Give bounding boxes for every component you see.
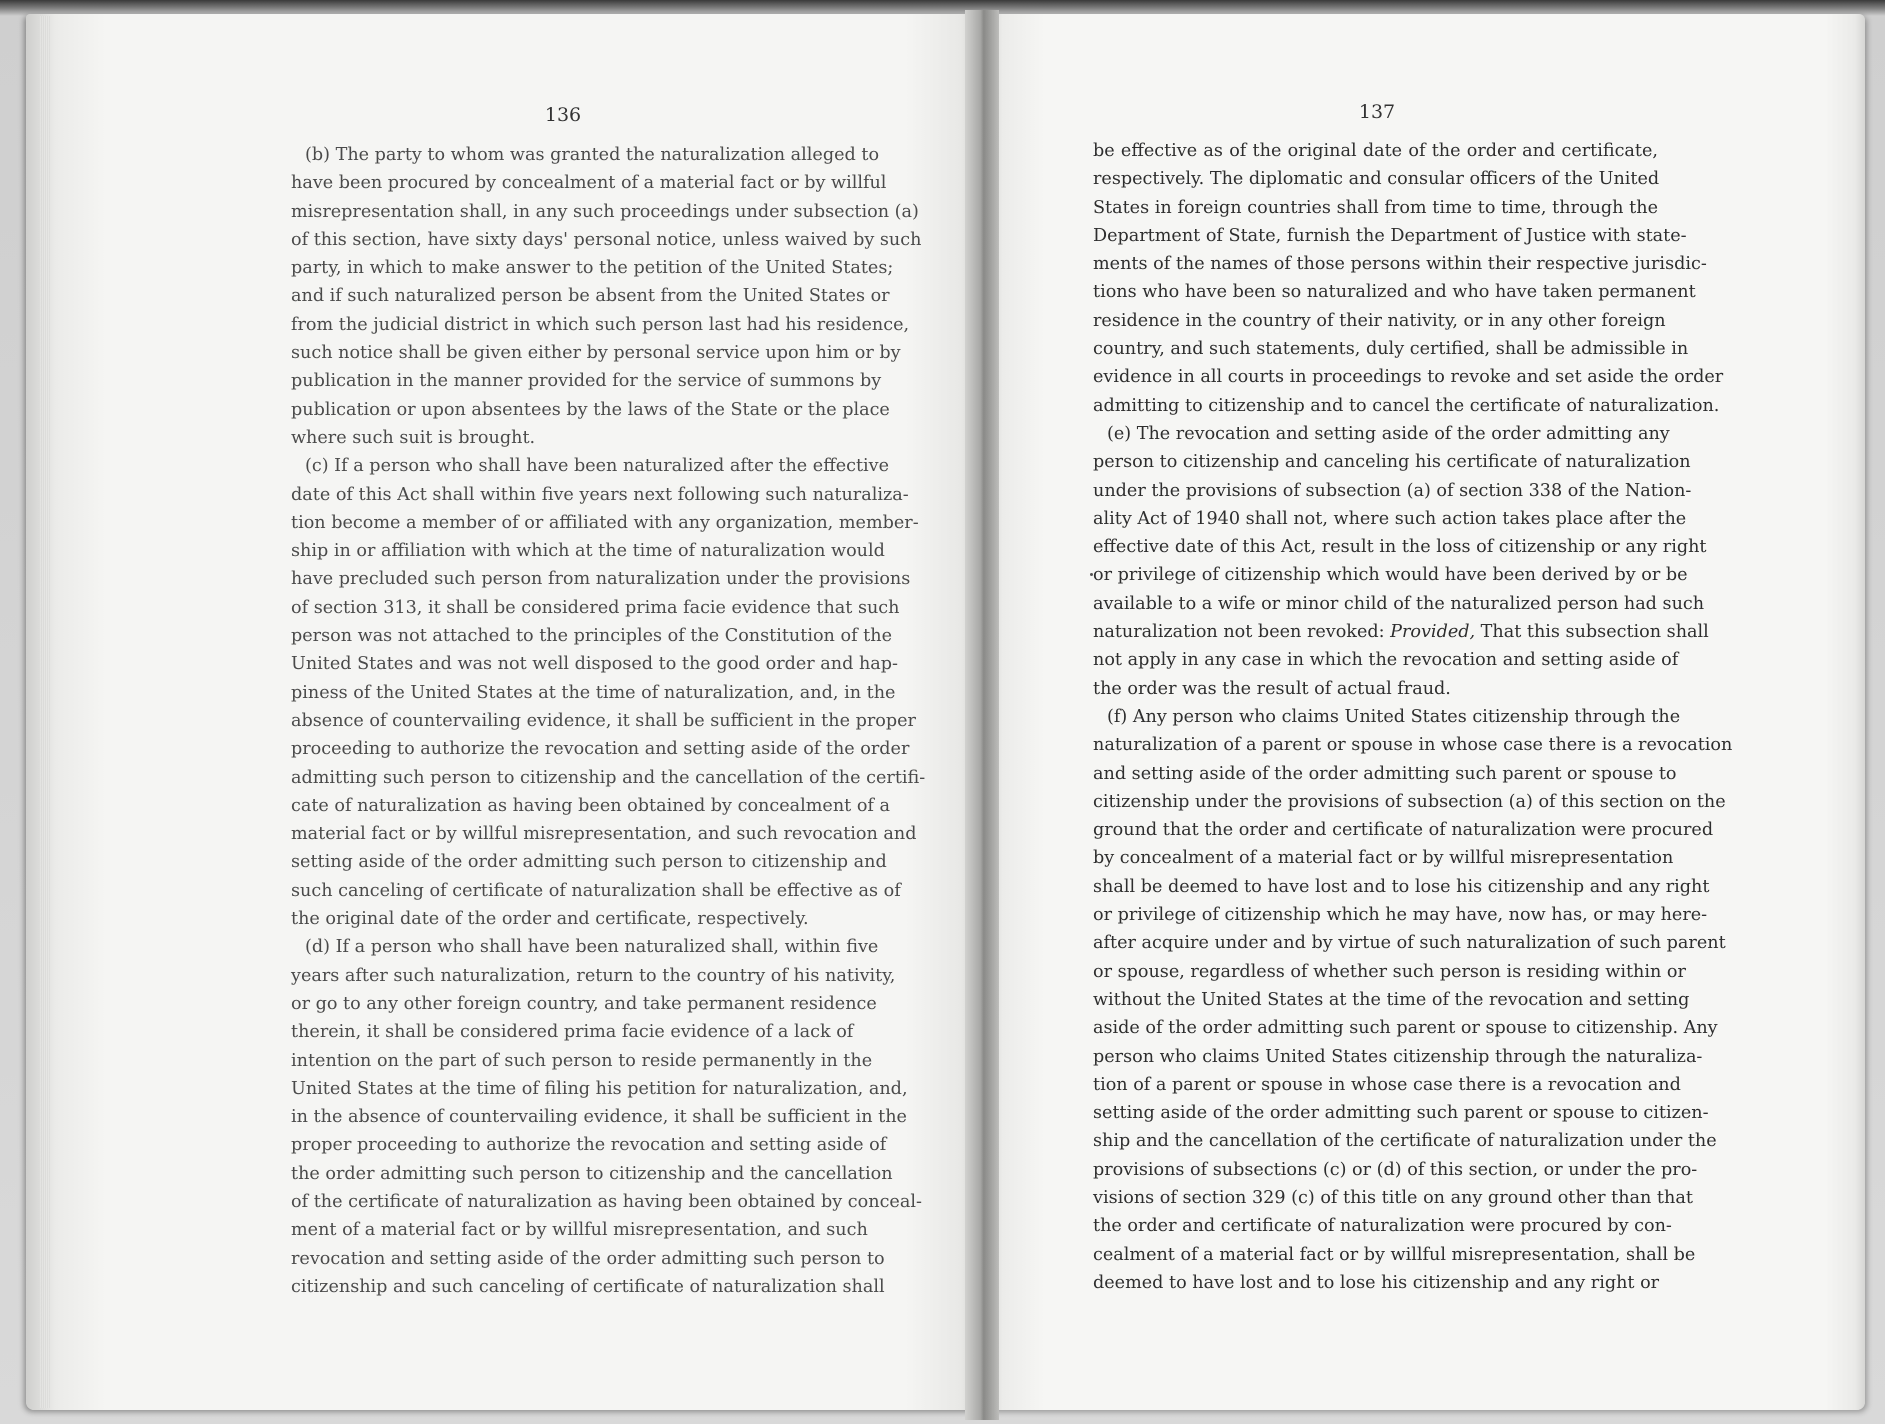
text-line: have been procured by concealment of a material fact or by willful (291, 173, 887, 194)
text-line: country, and such statements, duly certified, shall be admissible in (1093, 339, 1689, 360)
text-line: of the certificate of naturalization as having been obtained by conceal- (291, 1191, 922, 1212)
text-line: piness of the United States at the time of naturalization, and, in the (291, 682, 896, 703)
text-line: States in foreign countries shall from time to time, through the (1093, 197, 1658, 218)
text-line: citizenship under the provisions of subsection (a) of this section on the (1093, 791, 1726, 812)
text-line: misrepresentation shall, in any such proceedings under subsection (a) (291, 201, 919, 222)
text-line: shall be deemed to have lost and to lose his citizenship and any right (1093, 876, 1710, 897)
text-line: or privilege of citizenship which would have been derived by or be (1093, 565, 1688, 586)
text-line: publication in the manner provided for the service of summons by (291, 371, 882, 392)
text-line: tions who have been so naturalized and who have taken permanent (1093, 282, 1696, 303)
text-line: revocation and setting aside of the order admitting such person to (291, 1248, 885, 1269)
text-line: the order and certificate of naturalization were procured by con- (1093, 1216, 1672, 1237)
text-line: have precluded such person from naturalization under the provisions (291, 569, 911, 590)
text-line: (e) The revocation and setting aside of the order admitting any (1107, 423, 1670, 444)
text-line: the order was the result of actual fraud. (1093, 678, 1451, 699)
text-line: after acquire under and by virtue of such naturalization of such parent (1093, 933, 1726, 954)
text-line: naturalization of a parent or spouse in whose case there is a revocation (1093, 735, 1733, 756)
text-line: deemed to have lost and to lose his citizenship and any right or (1093, 1272, 1660, 1293)
text-line: such canceling of certificate of naturalization shall be effective as of (291, 880, 901, 901)
text-line: years after such naturalization, return to the country of his nativity, (291, 965, 896, 986)
text-line: ship in or affiliation with which at the time of naturalization would (291, 541, 885, 562)
text-line: therein, it shall be considered prima facie evidence of a lack of (291, 1022, 854, 1043)
text-line: aside of the order admitting such parent or spouse to citizenship. Any (1093, 1018, 1718, 1039)
text-line: intention on the part of such person to reside permanently in the (291, 1050, 873, 1071)
text-line: where such suit is brought. (291, 427, 536, 448)
text-line: from the judicial district in which such person last had his residence, (291, 314, 910, 335)
text-line: and setting aside of the order admitting such parent or spouse to (1093, 763, 1677, 784)
text-line: or go to any other foreign country, and take permanent residence (291, 993, 877, 1014)
text-line: publication or upon absentees by the laws of the State or the place (291, 399, 890, 420)
right-page-text (1093, 137, 1733, 1297)
text-line: by concealment of a material fact or by willful misrepresentation (1093, 848, 1674, 869)
left-page-text (291, 141, 926, 1301)
text-line: in the absence of countervailing evidence, it shall be sufficient in the (291, 1107, 907, 1128)
text-line: tion become a member of or affiliated with any organization, member- (291, 512, 919, 533)
text-line-part: naturalization not been revoked: (1093, 622, 1391, 643)
text-line: person to citizenship and canceling his certificate of naturalization (1093, 452, 1691, 473)
text-line (1093, 618, 1709, 646)
text-line: person was not attached to the principles of the Constitution of the (291, 626, 892, 647)
text-line: be effective as of the original date of the order and certificate, (1093, 141, 1658, 161)
text-line: under the provisions of subsection (a) of section 338 of the Nation- (1093, 480, 1692, 501)
text-line: United States and was not well disposed to the good order and hap- (291, 654, 899, 675)
text-line: proper proceeding to authorize the revocation and setting aside of (291, 1135, 887, 1156)
text-line: ship and the cancellation of the certificate of naturalization under the (1093, 1131, 1717, 1152)
proviso-italic: Provided, (1390, 622, 1476, 643)
text-line: person who claims United States citizenship through the naturaliza- (1093, 1046, 1703, 1067)
text-line: residence in the country of their nativity, or in any other foreign (1093, 310, 1666, 331)
page-number-right: 137 (1358, 101, 1396, 123)
text-line: cate of naturalization as having been obtained by concealment of a (291, 795, 891, 816)
text-line: the original date of the order and certificate, respectively. (291, 909, 809, 930)
text-line: ment of a material fact or by willful misrepresentation, and such (291, 1220, 868, 1241)
page-edges (40, 16, 50, 1408)
text-line: provisions of subsections (c) or (d) of this section, or under the pro- (1093, 1159, 1698, 1180)
text-line: citizenship and such canceling of certificate of naturalization shall (291, 1276, 885, 1297)
text-line: effective date of this Act, result in the loss of citizenship or any right (1093, 537, 1707, 558)
text-line: tion of a parent or spouse in whose case there is a revocation and (1093, 1074, 1681, 1095)
text-line: respectively. The diplomatic and consular officers of the United (1093, 169, 1660, 190)
text-line: of this section, have sixty days' personal notice, unless waived by such (291, 229, 922, 250)
text-line: and if such naturalized person be absent from the United States or (291, 286, 890, 307)
text-line: (c) If a person who shall have been naturalized after the effective (305, 456, 890, 477)
page-number-left: 136 (544, 104, 582, 126)
text-line: or spouse, regardless of whether such person is residing within or (1093, 961, 1686, 982)
text-line: setting aside of the order admitting such person to citizenship and (291, 852, 887, 873)
text-line: admitting to citizenship and to cancel the certificate of naturalization. (1093, 395, 1720, 416)
text-line: date of this Act shall within five years next following such naturaliza- (291, 484, 909, 505)
text-line: cealment of a material fact or by willful misrepresentation, shall be (1093, 1244, 1696, 1265)
text-line: (d) If a person who shall have been naturalized shall, within five (305, 937, 879, 958)
text-line: evidence in all courts in proceedings to revoke and set aside the order (1093, 367, 1724, 388)
text-line: visions of section 329 (c) of this title on any ground other than that (1093, 1187, 1693, 1208)
text-line: admitting such person to citizenship and the cancellation of the certifi- (291, 767, 926, 788)
proviso-rest: That this subsection shall (1475, 622, 1709, 643)
margin-speck (1090, 573, 1093, 576)
text-line: or privilege of citizenship which he may have, now has, or may here- (1093, 905, 1708, 926)
text-line: ments of the names of those persons within their respective jurisdic- (1093, 254, 1707, 275)
text-line: ality Act of 1940 shall not, where such action takes place after the (1093, 508, 1687, 529)
text-line: without the United States at the time of the revocation and setting (1093, 989, 1690, 1010)
text-line: proceeding to authorize the revocation and setting aside of the order (291, 739, 910, 760)
text-line: United States at the time of filing his petition for naturalization, and, (291, 1078, 908, 1099)
text-line: ground that the order and certificate of naturalization were procured (1093, 820, 1714, 841)
text-line: such notice shall be given either by personal service upon him or by (291, 343, 901, 364)
text-line: (f) Any person who claims United States citizenship through the (1107, 706, 1681, 727)
text-line: available to a wife or minor child of the naturalized person had such (1093, 593, 1705, 614)
text-line: the order admitting such person to citizenship and the cancellation (291, 1163, 893, 1184)
book-gutter (965, 10, 999, 1420)
text-line: Department of State, furnish the Department of Justice with state- (1093, 225, 1687, 246)
text-line: absence of countervailing evidence, it shall be sufficient in the proper (291, 710, 916, 731)
text-line: not apply in any case in which the revocation and setting aside of (1093, 650, 1679, 671)
text-line: of section 313, it shall be considered prima facie evidence that such (291, 597, 900, 618)
text-line: setting aside of the order admitting such parent or spouse to citizen- (1093, 1103, 1709, 1124)
text-line: (b) The party to whom was granted the naturalization alleged to (305, 145, 880, 165)
text-line: material fact or by willful misrepresentation, and such revocation and (291, 824, 917, 845)
text-line: party, in which to make answer to the petition of the United States; (291, 258, 894, 279)
